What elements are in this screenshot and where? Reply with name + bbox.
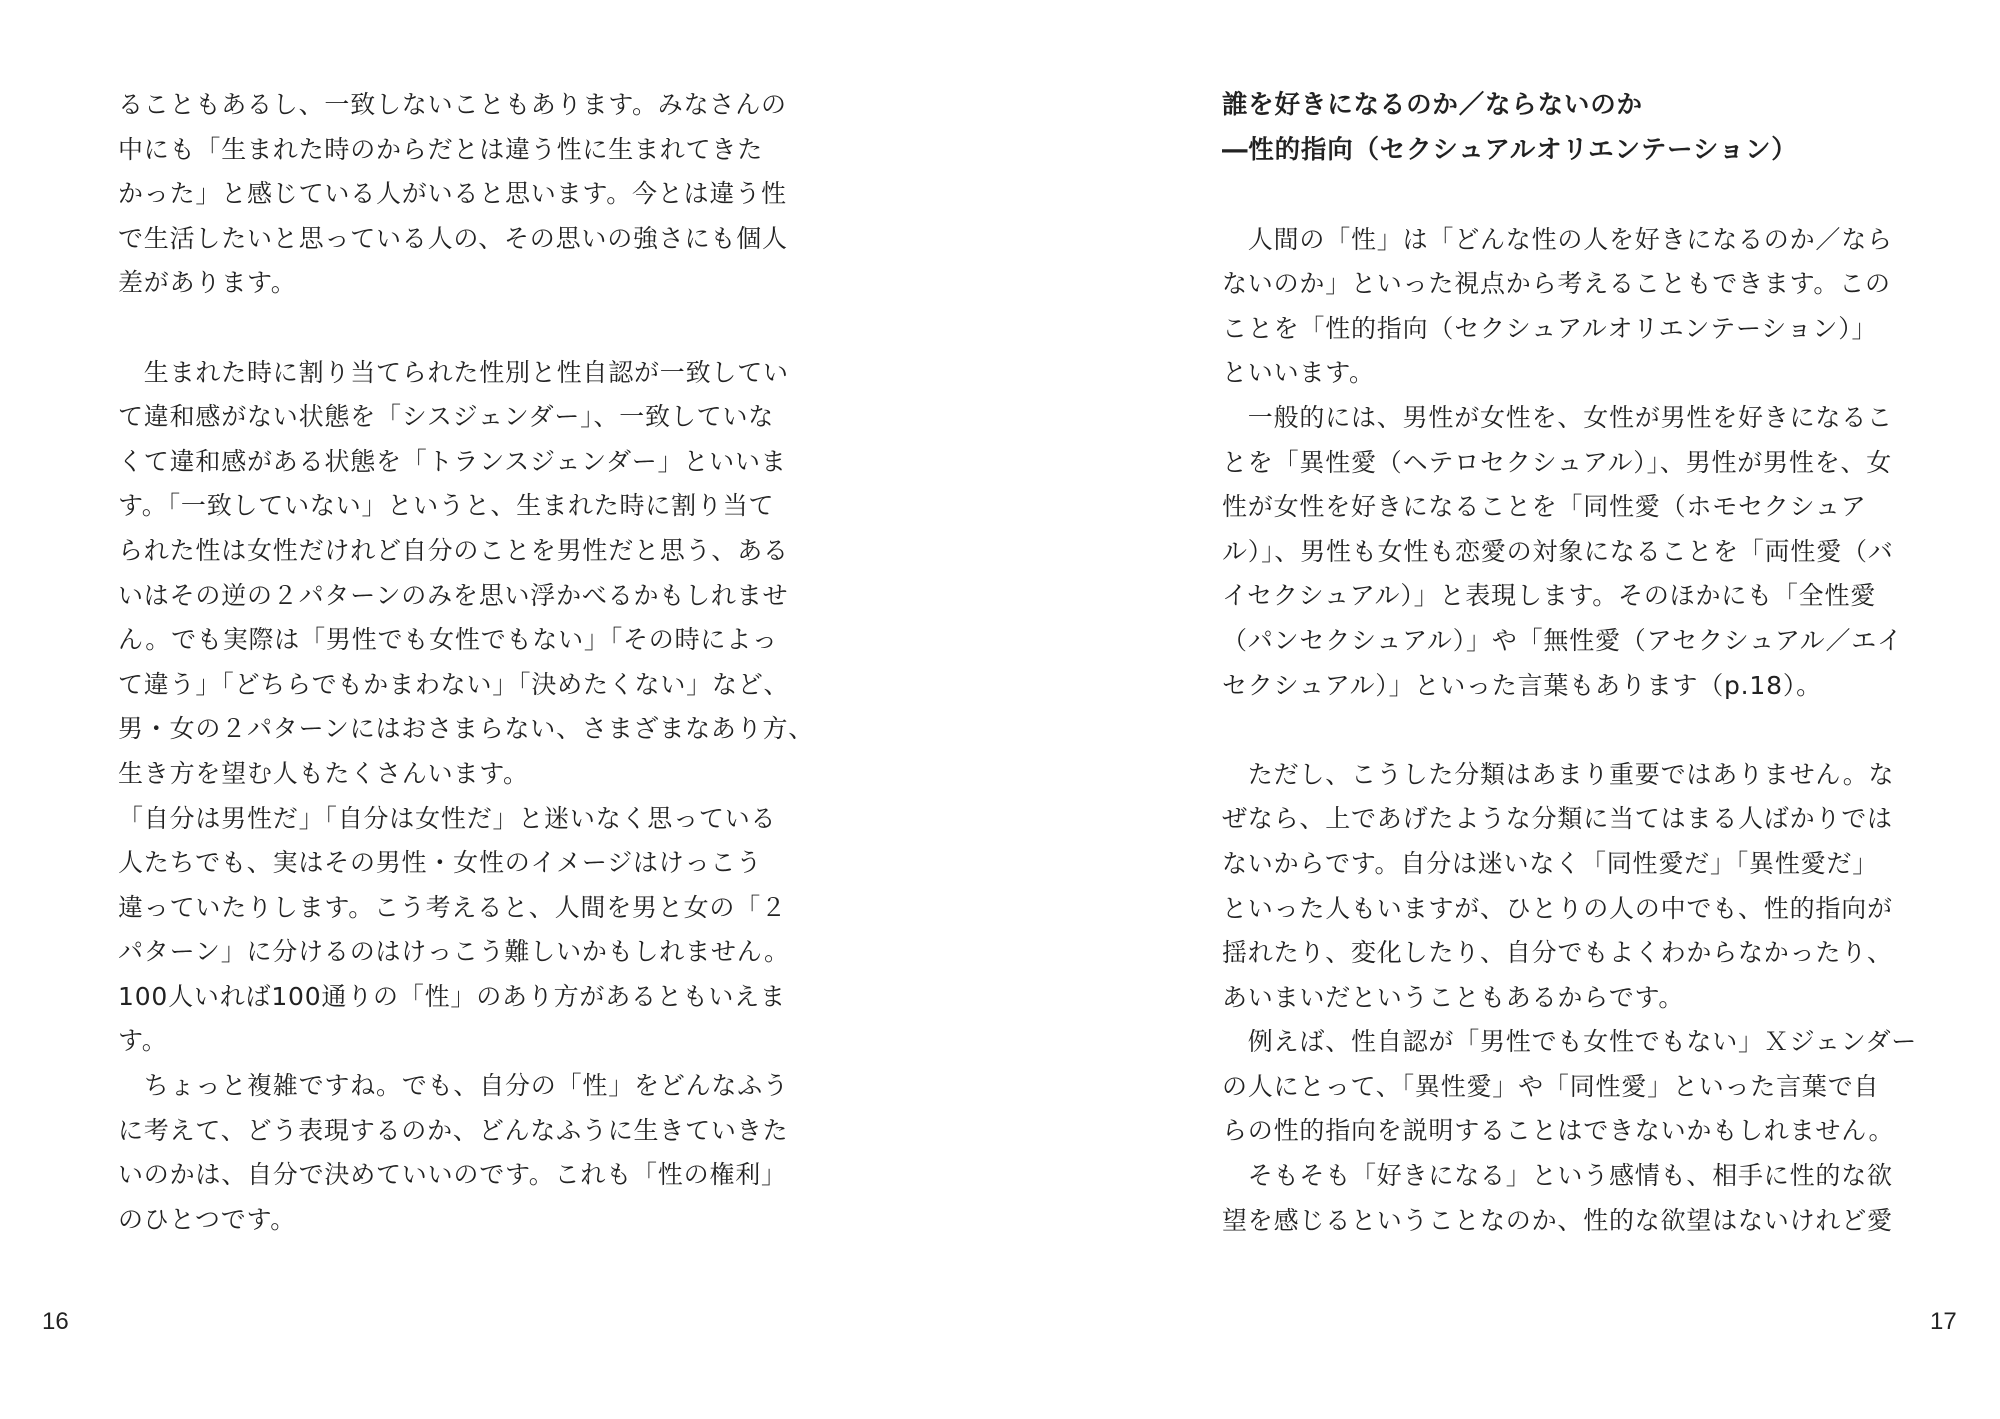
left-page-body [118, 83, 818, 1242]
text-line: す。「一致していない」というと、生まれた時に割り当て [118, 491, 775, 521]
text-line: ん。でも実際は「男性でも女性でもない」「その時によっ [118, 625, 778, 655]
text-line: ないからです。自分は迷いなく「同性愛だ」「異性愛だ」 [1222, 848, 1879, 878]
text-line: らの性的指向を説明することはできないかもしれません。 [1222, 1116, 1895, 1146]
text-line: のひとつです。 [118, 1204, 297, 1234]
text-line: 生まれた時に割り当てられた性別と性自認が一致してい [118, 357, 789, 387]
text-line: 100人いれば100通りの「性」のあり方があるともいえま [118, 981, 786, 1011]
text-line: （パンセクシュアル）」や「無性愛（アセクシュアル／エイ [1222, 625, 1903, 655]
text-line: そもそも「好きになる」という感情も、相手に性的な欲 [1222, 1161, 1893, 1191]
text-line: 人たちでも、実はその男性・女性のイメージはけっこう [118, 848, 763, 878]
text-line: あいまいだということもあるからです。 [1222, 982, 1685, 1012]
text-line: 一般的には、男性が女性を、女性が男性を好きになるこ [1222, 402, 1893, 432]
text-line: に考えて、どう表現するのか、どんなふうに生きていきた [118, 1115, 789, 1145]
heading-line: 誰を好きになるのか／ならないのか [1222, 90, 1643, 120]
text-line: 望を感じるということなのか、性的な欲望はないけれど愛 [1222, 1205, 1893, 1235]
blank-line [118, 306, 818, 351]
text-line: 人間の「性」は「どんな性の人を好きになるのか／なら [1222, 224, 1893, 254]
text-line: といいます。 [1222, 358, 1375, 388]
text-line: 中にも「生まれた時のからだとは違う性に生まれてきた [118, 134, 764, 164]
text-line: て違う」「どちらでもかまわない」「決めたくない」など、 [118, 669, 790, 699]
text-line: かった」と感じている人がいると思います。今とは違う性 [118, 179, 787, 209]
text-line: いはその逆の２パターンのみを思い浮かべるかもしれませ [118, 580, 789, 610]
text-line: 男・女の２パターンにはおさまらない、さまざまなあり方、 [118, 714, 815, 744]
text-line: ることもあるし、一致しないこともあります。みなさんの [118, 90, 787, 119]
text-line: られた性は女性だけれど自分のことを男性だと思う、ある [118, 535, 789, 565]
text-line: くて違和感がある状態を「トランスジェンダー」といいま [118, 446, 787, 476]
page-number-right: 17 [1930, 1308, 1957, 1335]
text-line: 差があります。 [118, 268, 297, 298]
text-line: ただし、こうした分類はあまり重要ではありません。な [1222, 759, 1895, 789]
blank-line [1222, 708, 1922, 753]
page-number-left: 16 [42, 1308, 69, 1335]
text-line: ことを「性的指向（セクシュアルオリエンテーション）」 [1222, 313, 1878, 343]
text-line: いのかは、自分で決めていいのです。これも「性の権利」 [118, 1160, 787, 1190]
text-line: ぜなら、上であげたような分類に当てはまる人ばかりでは [1222, 804, 1893, 834]
blank-line [1222, 173, 1922, 218]
text-line: ちょっと複雑ですね。でも、自分の「性」をどんなふう [118, 1071, 789, 1101]
text-line: イセクシュアル）」と表現します。そのほかにも「全性愛 [1222, 581, 1877, 611]
text-line: セクシュアル）」といった言葉もあります（p.18）。 [1222, 670, 1822, 700]
section-heading [1222, 83, 1922, 173]
text-line: 「自分は男性だ」「自分は女性だ」と迷いなく思っている [118, 803, 777, 833]
text-line: の人にとって、「異性愛」や「同性愛」といった言葉で自 [1222, 1071, 1880, 1101]
text-line: 性が女性を好きになることを「同性愛（ホモセクシュア [1222, 492, 1867, 522]
text-line: とを「異性愛（ヘテロセクシュアル）」、男性が男性を、女 [1222, 447, 1893, 477]
text-line: す。 [118, 1026, 168, 1056]
text-line: 例えば、性自認が「男性でも女性でもない」Ｘジェンダー [1222, 1027, 1918, 1057]
right-page [1000, 0, 2000, 1419]
right-page-body [1222, 83, 1922, 1243]
text-line: ないのか」といった視点から考えることもできます。この [1222, 269, 1891, 299]
text-line: といった人もいますが、ひとりの人の中でも、性的指向が [1222, 893, 1893, 923]
text-line: 違っていたりします。こう考えると、人間を男と女の「２ [118, 892, 787, 922]
text-line: ル）」、男性も女性も恋愛の対象になることを「両性愛（バ [1222, 536, 1894, 566]
text-line: 生き方を望む人もたくさんいます。 [118, 758, 529, 788]
text-line: 揺れたり、変化したり、自分でもよくわからなかったり、 [1222, 938, 1893, 968]
text-line: て違和感がない状態を「シスジェンダー」、一致していな [118, 402, 775, 432]
heading-line: ―性的指向（セクシュアルオリエンテーション） [1222, 135, 1798, 165]
text-line: で生活したいと思っている人の、その思いの強さにも個人 [118, 223, 788, 253]
text-line: パターン」に分けるのはけっこう難しいかもしれません。 [118, 937, 790, 967]
